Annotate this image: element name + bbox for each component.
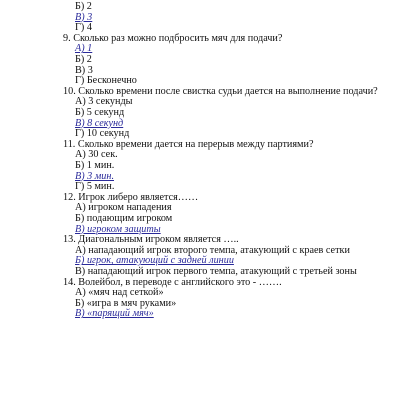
- answer-option-correct: В) 3: [75, 11, 93, 23]
- answer-option: Г) 10 секунд: [75, 128, 130, 140]
- answer-option: Б) 1 мин.: [75, 160, 115, 171]
- answer-option: Б) 2: [75, 54, 92, 65]
- answer-option: А) игроком нападения: [75, 202, 172, 214]
- answer-option: Г) Бесконечно: [75, 75, 137, 87]
- question-12: 12. Игрок либеро является……: [63, 191, 199, 203]
- question-9: 9. Сколько раз можно подбросить мяч для подачи?: [63, 32, 283, 44]
- answer-option: Б) подающим игроком: [75, 213, 173, 224]
- answer-option: Г) 4: [75, 22, 92, 34]
- answer-option: Г) 5 мин.: [75, 181, 115, 193]
- answer-option: В) нападающий игрок первого темпа, атакующий с третьей зоны: [75, 266, 357, 277]
- answer-option-correct: В) «парящий мяч»: [75, 308, 154, 320]
- question-13: 13. Диагональным игроком является …..: [63, 234, 239, 246]
- question-14: 14. Волейбол, в переводе с английского это - …….: [63, 276, 282, 288]
- answer-option: Б) «игра в мяч руками»: [75, 297, 177, 309]
- answer-option: Б) 5 секунд: [75, 107, 125, 118]
- question-11: 11. Сколько времени дается на перерыв между партиями?: [63, 138, 314, 150]
- answer-option: В) 3: [75, 64, 93, 76]
- answer-option: Б) 2: [75, 1, 92, 12]
- answer-option-correct: В) 3 мин.: [75, 170, 114, 182]
- question-10: 10. Сколько времени после свистка судьи дается на выполнение подачи?: [63, 85, 378, 97]
- answer-option-correct: А) 1: [75, 43, 93, 55]
- answer-option: А) «мяч над сеткой»: [75, 287, 164, 299]
- answer-option-correct: В) игроком защиты: [75, 223, 161, 235]
- answer-option-correct: Б) игрок, атакующий с задней линии: [75, 255, 234, 267]
- answer-option: А) 30 сек.: [75, 149, 118, 161]
- answer-option: А) нападающий игрок второго темпа, атакующий с краев сетки: [75, 244, 350, 256]
- answer-option-correct: В) 8 секунд: [75, 117, 124, 129]
- answer-option: А) 3 секунды: [75, 96, 133, 108]
